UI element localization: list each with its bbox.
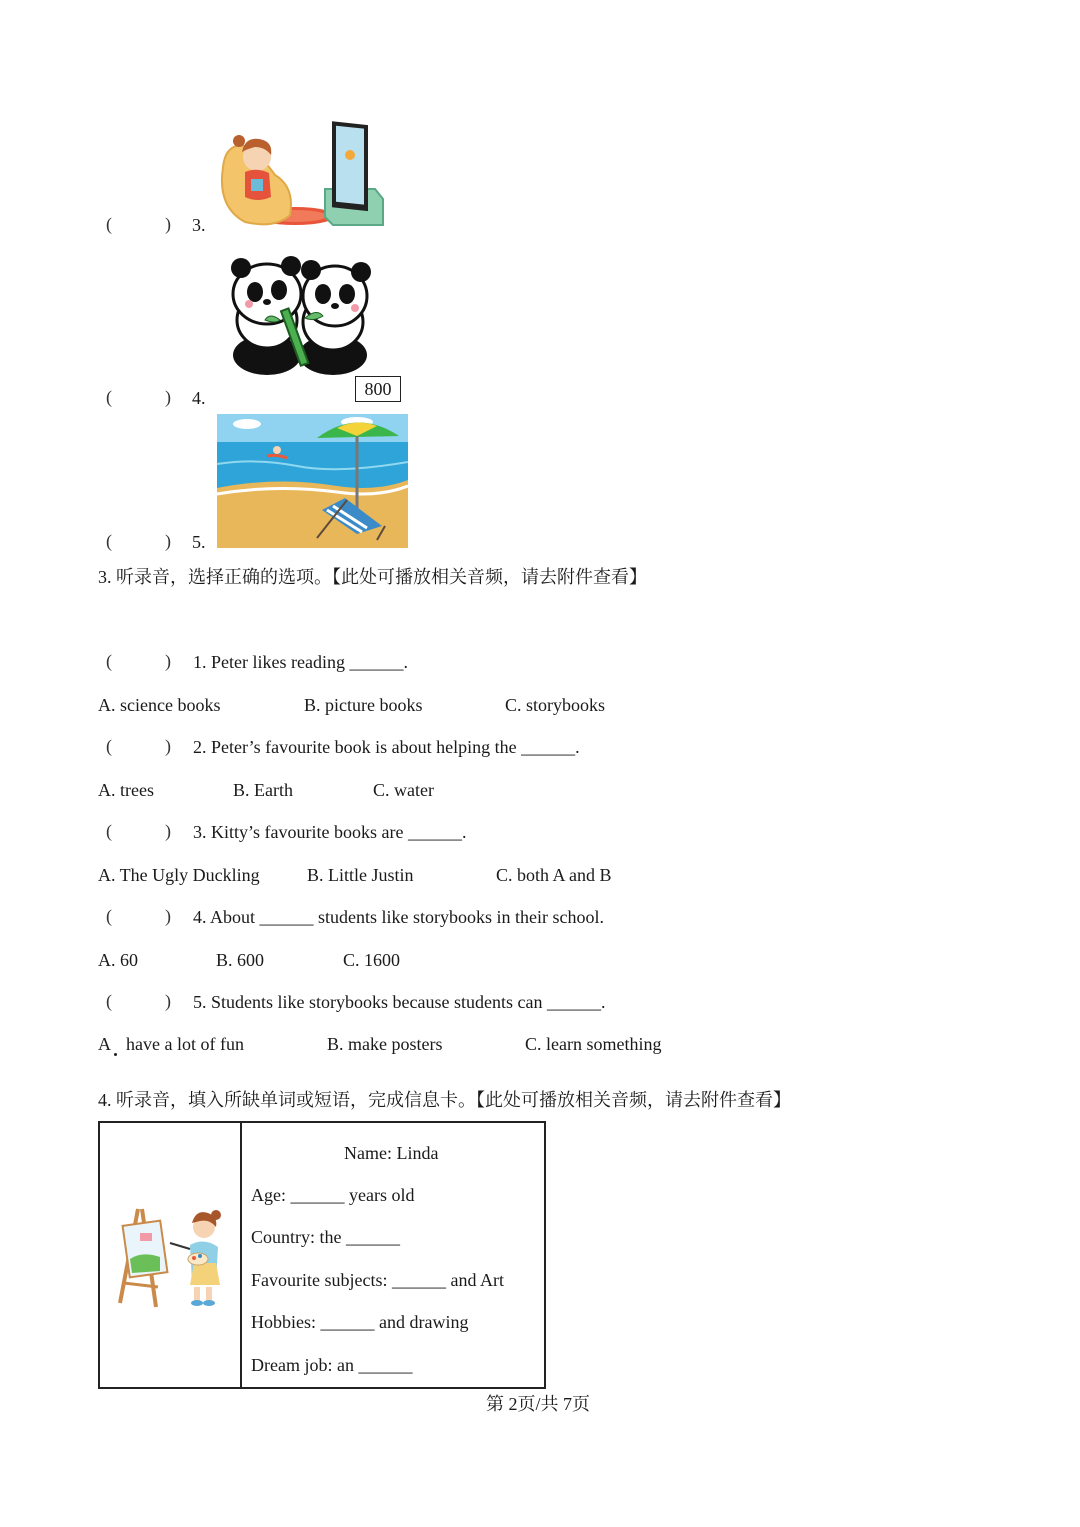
question-text: 5. Students like storybooks because students can ______. <box>193 992 606 1012</box>
answer-paren-close: ) <box>165 991 171 1011</box>
option-b: B. make posters <box>327 1034 443 1054</box>
answer-paren-close: ) <box>165 387 171 407</box>
option-c: C. both A and B <box>496 865 612 885</box>
card-line-country: Country: the ______ <box>251 1227 400 1247</box>
card-line-age: Age: ______ years old <box>251 1185 415 1205</box>
option-c: C. water <box>373 780 434 800</box>
option-a: have a lot of fun <box>126 1034 244 1054</box>
item-number: 3. <box>192 215 206 235</box>
answer-paren-open: ( <box>106 387 112 407</box>
answer-paren-close: ) <box>165 531 171 551</box>
card-line-subjects: Favourite subjects: ______ and Art <box>251 1270 504 1290</box>
option-a-dot <box>114 1053 117 1056</box>
option-a: A. science books <box>98 695 221 715</box>
question-text: 4. About ______ students like storybooks in their school. <box>193 907 604 927</box>
answer-paren-open: ( <box>106 531 112 551</box>
section-4-title: 4. 听录音，填入所缺单词或短语，完成信息卡。【此处可播放相关音频，请去附件查看】 <box>98 1090 791 1110</box>
answer-paren-open: ( <box>106 651 112 671</box>
answer-paren-open: ( <box>106 214 112 234</box>
answer-paren-close: ) <box>165 651 171 671</box>
beach-icon <box>217 414 408 548</box>
answer-paren-close: ) <box>165 214 171 234</box>
info-card <box>98 1121 546 1389</box>
card-line-dream-job: Dream job: an ______ <box>251 1355 413 1375</box>
question-text: 2. Peter’s favourite book is about helping the ______. <box>193 737 580 757</box>
girl-watching-tv-icon <box>215 107 385 229</box>
section-3-title: 3. 听录音，选择正确的选项。【此处可播放相关音频，请去附件查看】 <box>98 567 647 587</box>
item-number: 4. <box>192 388 206 408</box>
answer-paren-close: ) <box>165 906 171 926</box>
card-divider <box>240 1123 242 1387</box>
option-a: A. 60 <box>98 950 138 970</box>
answer-paren-open: ( <box>106 736 112 756</box>
option-b: B. Earth <box>233 780 293 800</box>
answer-paren-close: ) <box>165 821 171 841</box>
answer-paren-open: ( <box>106 991 112 1011</box>
option-c: C. learn something <box>525 1034 662 1054</box>
answer-paren-open: ( <box>106 821 112 841</box>
option-b: B. Little Justin <box>307 865 414 885</box>
card-line-hobbies: Hobbies: ______ and drawing <box>251 1312 469 1332</box>
item-number: 5. <box>192 532 206 552</box>
option-a-letter: A <box>98 1034 111 1054</box>
image-number-label: 800 <box>355 376 401 402</box>
card-line-name: Name: Linda <box>344 1143 439 1163</box>
option-b: B. 600 <box>216 950 265 970</box>
question-text: 3. Kitty’s favourite books are ______. <box>193 822 467 842</box>
option-a: A. trees <box>98 780 154 800</box>
option-a: A. The Ugly Duckling <box>98 865 260 885</box>
girl-painting-icon <box>112 1203 230 1313</box>
answer-paren-close: ) <box>165 736 171 756</box>
page-number: 第 2页/共 7页 <box>486 1394 591 1414</box>
question-text: 1. Peter likes reading ______. <box>193 652 408 672</box>
option-c: C. storybooks <box>505 695 606 715</box>
option-b: B. picture books <box>304 695 423 715</box>
option-c: C. 1600 <box>343 950 401 970</box>
pandas-icon <box>225 250 377 378</box>
answer-paren-open: ( <box>106 906 112 926</box>
